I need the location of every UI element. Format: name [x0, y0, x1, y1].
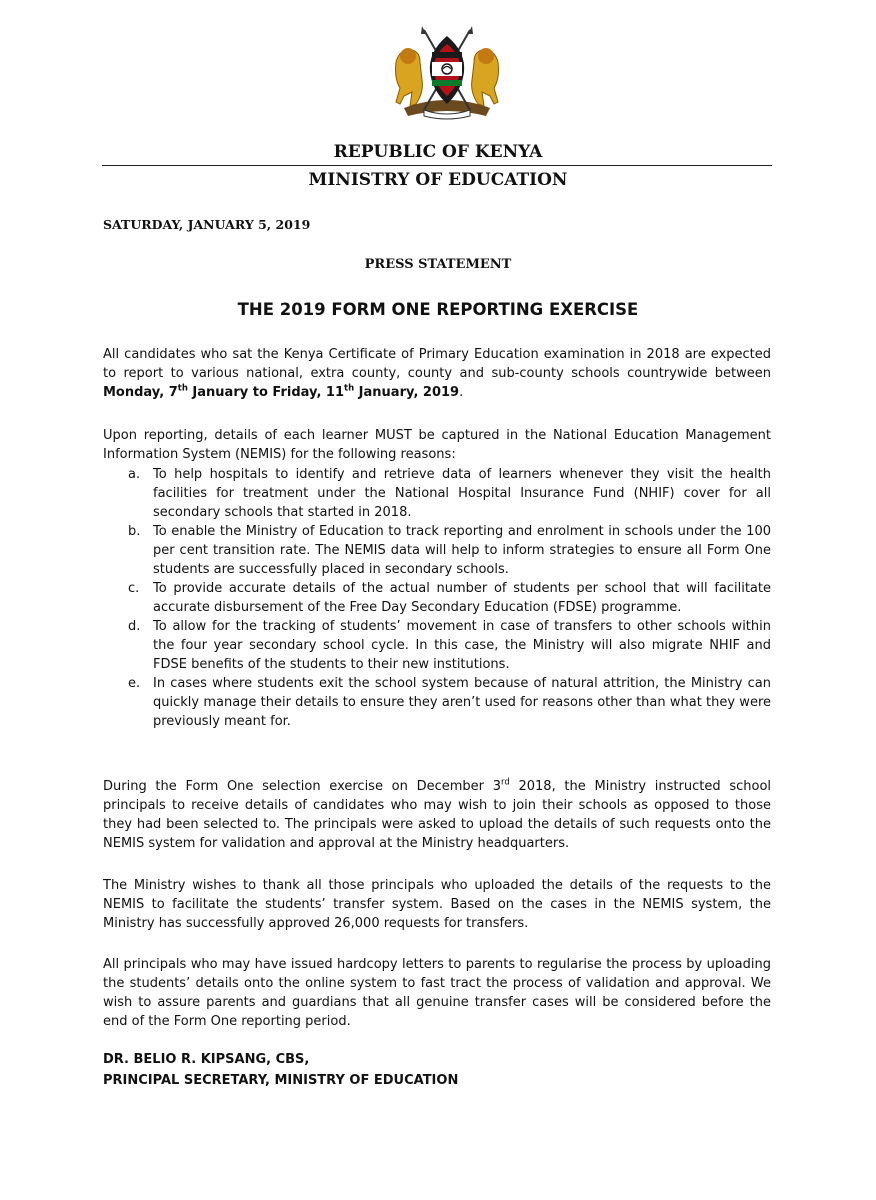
ministry-heading: MINISTRY OF EDUCATION	[308, 170, 568, 190]
paragraph-selection-exercise	[103, 777, 771, 853]
list-item	[128, 579, 771, 617]
list-item	[128, 465, 771, 522]
signature-block	[103, 1049, 458, 1091]
signatory-position: PRINCIPAL SECRETARY, MINISTRY OF EDUCATION	[103, 1073, 459, 1088]
list-item	[128, 617, 771, 674]
list-item-text: To allow for the tracking of students’ movement in case of transfers to other schools within the four year secondary school cycle. In this case, the Ministry will also migrate NHIF and FDSE benefits of the students to their new institutions.	[153, 619, 771, 672]
press-statement-label: PRESS STATEMENT	[364, 257, 512, 272]
header-divider	[102, 165, 772, 166]
paragraph-transfers-approved: The Ministry wishes to thank all those principals who uploaded the details of the requests to the NEMIS to facilitate the students’ transfer system. Based on the cases in the NEMIS system, the Ministry has successfully approved 26,000 requests for transfers.	[103, 878, 771, 931]
statement-date: SATURDAY, JANUARY 5, 2019	[103, 217, 311, 232]
list-item-text: To provide accurate details of the actual number of students per school that will facilitate accurate disbursement of the Free Day Secondary Education (FDSE) programme.	[153, 581, 771, 615]
list-marker: d.	[128, 619, 141, 634]
list-item	[128, 522, 771, 579]
paragraph-nemis-intro: Upon reporting, details of each learner MUST be captured in the National Education Management Information System (NEMIS) for the following reasons:	[103, 428, 771, 462]
paragraph-text: During the Form One selection exercise on December 3	[103, 779, 502, 794]
date-start: Monday, 7	[103, 385, 178, 400]
ordinal-suffix: th	[177, 383, 188, 394]
list-item-text: In cases where students exit the school system because of natural attrition, the Ministry can quickly manage their details to ensure they aren’t used for reasons other than what they were previously meant for.	[153, 676, 771, 729]
ordinal-suffix: th	[344, 383, 355, 394]
list-item	[128, 674, 771, 731]
kenya-coat-of-arms-icon	[386, 22, 508, 122]
date-mid: January to Friday, 11	[187, 385, 345, 400]
list-marker: a.	[128, 467, 141, 482]
ordinal-suffix: rd	[501, 777, 510, 788]
republic-heading: REPUBLIC OF KENYA	[333, 142, 543, 162]
statement-title: THE 2019 FORM ONE REPORTING EXERCISE	[237, 300, 639, 319]
list-marker: b.	[128, 524, 141, 539]
paragraph-reporting-dates	[103, 345, 771, 402]
paragraph-text: 2018, the Ministry instructed school principals to receive details of candidates who may wish to join their schools as opposed to those they had been selected to. The principals were asked to upload the details of such requests onto the NEMIS system for validation and approval at the Ministry headquarters.	[103, 779, 772, 851]
reasons-list	[103, 465, 771, 731]
list-item-text: To enable the Ministry of Education to track reporting and enrolment in schools under the 100 per cent transition rate. The NEMIS data will help to inform strategies to ensure all Form One students are successfully placed in secondary schools.	[153, 524, 771, 577]
reporting-period	[103, 385, 459, 400]
paragraph-tail: .	[459, 385, 464, 400]
list-marker: e.	[128, 676, 141, 691]
list-marker: c.	[128, 581, 140, 596]
paragraph-hardcopy-letters: All principals who may have issued hardcopy letters to parents to regularise the process by uploading the students’ details onto the online system to fast tract the process of validation and approval. We wish to assure parents and guardians that all genuine transfer cases will be considered before the end of the Form One reporting period.	[103, 957, 771, 1029]
signatory-name: DR. BELIO R. KIPSANG, CBS,	[103, 1052, 310, 1067]
paragraph-text: All candidates who sat the Kenya Certificate of Primary Education examination in 2018 are expected to report to various national, extra county, county and sub-county schools countrywide between	[103, 347, 771, 381]
date-end: January, 2019	[354, 385, 460, 400]
list-item-text: To help hospitals to identify and retrieve data of learners whenever they visit the health facilities for treatment under the National Hospital Insurance Fund (NHIF) cover for all secondary schools that started in 2018.	[153, 467, 771, 520]
